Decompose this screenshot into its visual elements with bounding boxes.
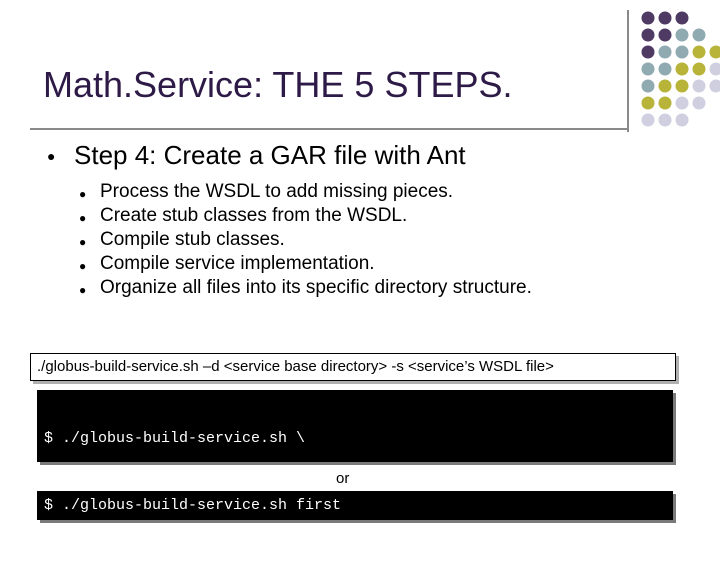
dot [676, 114, 689, 127]
dot [676, 12, 689, 25]
title-horizontal-rule [30, 128, 628, 130]
substep-item: Compile service implementation. [100, 253, 375, 275]
dot [710, 80, 720, 93]
dot [642, 97, 655, 110]
dot [659, 46, 672, 59]
dot [659, 80, 672, 93]
dot [659, 97, 672, 110]
bullet-icon: ● [79, 212, 86, 224]
dot [659, 12, 672, 25]
dot [693, 29, 706, 42]
bullet-icon: ● [79, 284, 86, 296]
or-separator: or [336, 470, 349, 487]
bullet-icon: ● [79, 188, 86, 200]
step-heading: Step 4: Create a GAR file with Ant [74, 140, 466, 171]
dot [676, 97, 689, 110]
dot [642, 29, 655, 42]
dot [642, 80, 655, 93]
dot [676, 63, 689, 76]
code-line: $ ./globus-build-service.sh \ [44, 429, 673, 449]
dot [676, 29, 689, 42]
dot [710, 46, 720, 59]
bullet-icon: ● [79, 236, 86, 248]
title-vertical-rule [627, 10, 629, 132]
bullet-icon: ● [47, 149, 55, 163]
dot [659, 114, 672, 127]
bullet-icon: ● [79, 260, 86, 272]
dot [642, 12, 655, 25]
substep-item: Organize all files into its specific directory structure. [100, 277, 532, 299]
dot [693, 80, 706, 93]
dot [642, 114, 655, 127]
substep-item: Compile stub classes. [100, 229, 285, 251]
code-example-short: $ ./globus-build-service.sh first [37, 491, 673, 520]
dot [693, 46, 706, 59]
dot [676, 46, 689, 59]
dot [676, 80, 689, 93]
dot [710, 63, 720, 76]
substep-item: Create stub classes from the WSDL. [100, 205, 407, 227]
dot [659, 63, 672, 76]
slide-title: Math.Service: THE 5 STEPS. [43, 64, 513, 106]
dot [642, 46, 655, 59]
code-example-multiline [37, 390, 673, 462]
substep-item: Process the WSDL to add missing pieces. [100, 181, 453, 203]
code-line: -s schema/examples/MathService_instance/Math.wsdl [44, 537, 673, 557]
dot [693, 63, 706, 76]
command-syntax-box: ./globus-build-service.sh –d <service base directory> -s <service’s WSDL file> [30, 353, 676, 381]
dot [659, 29, 672, 42]
dot [642, 63, 655, 76]
dot [693, 97, 706, 110]
